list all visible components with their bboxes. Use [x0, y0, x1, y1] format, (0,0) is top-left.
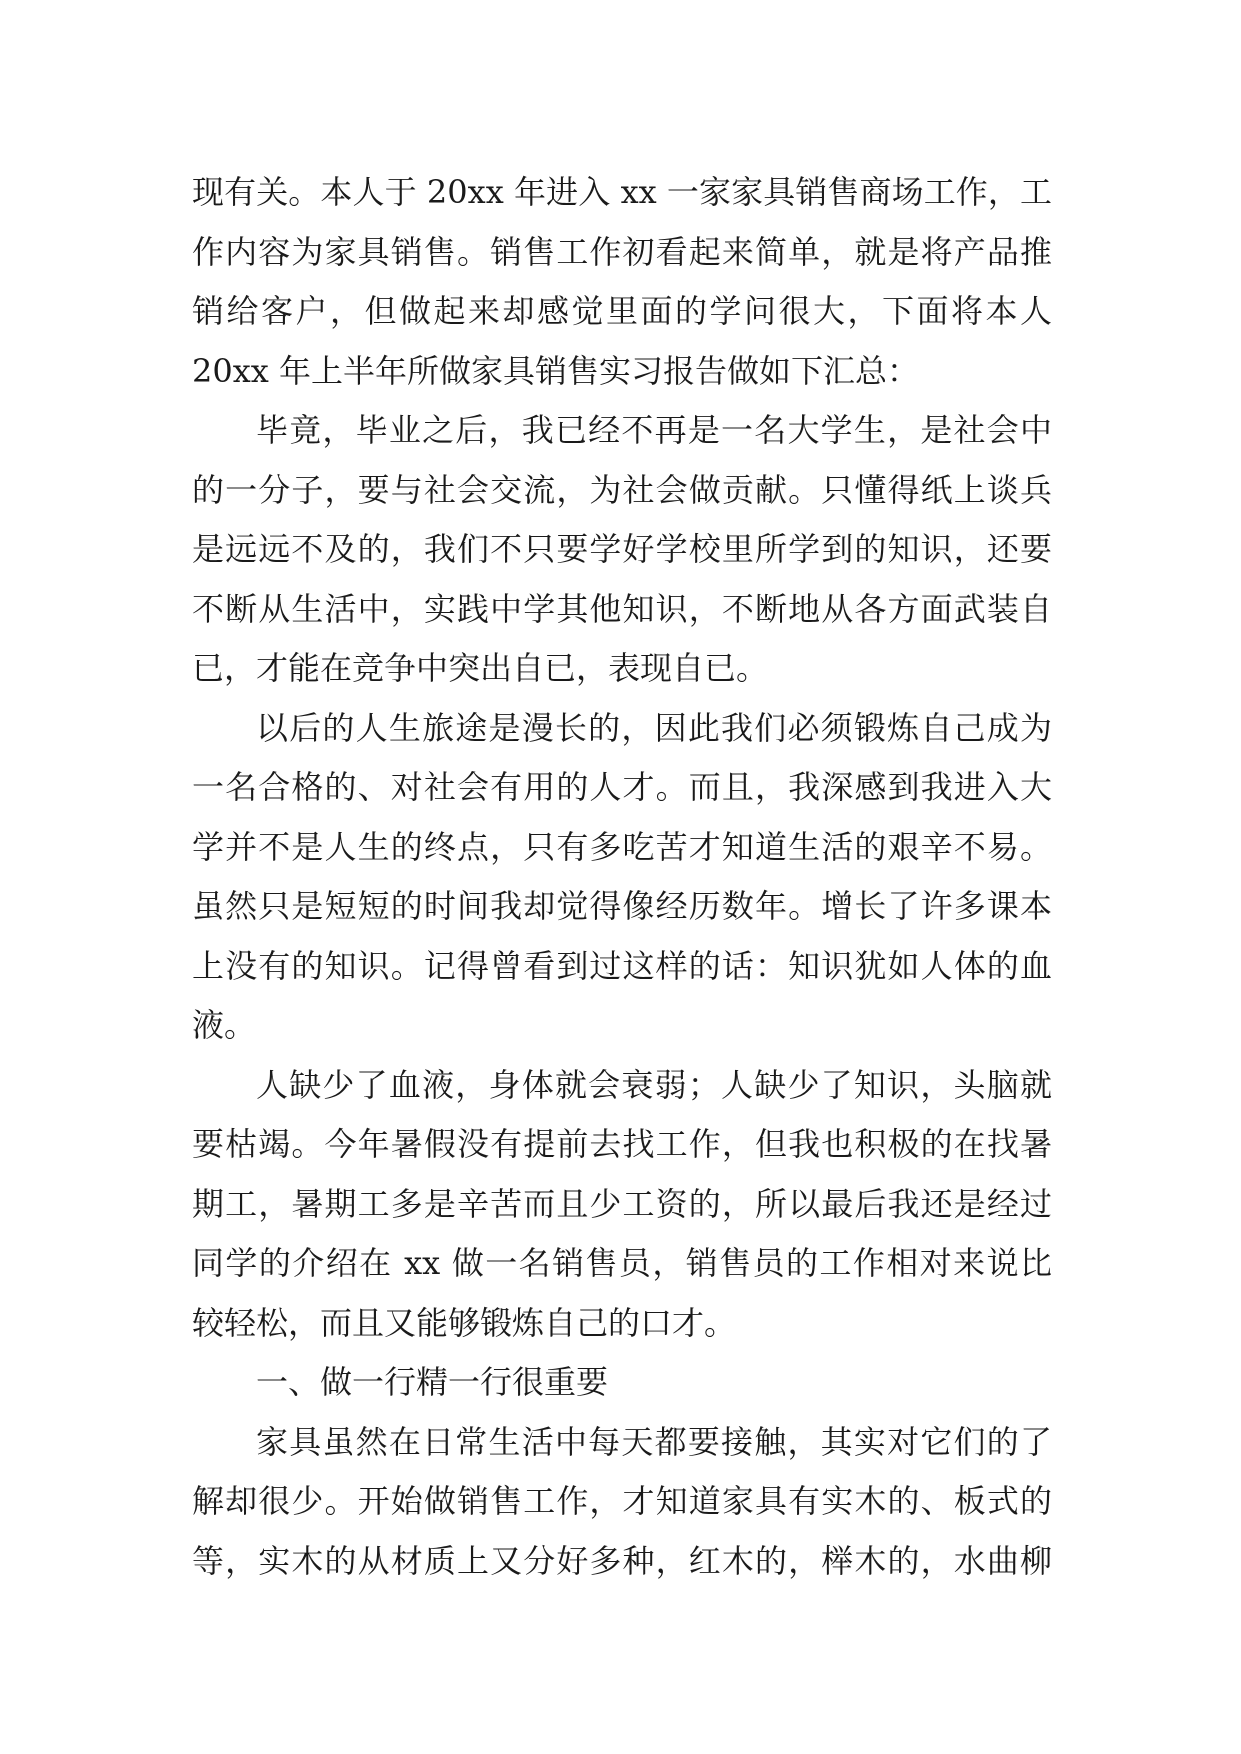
text-line: 较轻松，而且又能够锻炼自己的口才。: [192, 1303, 737, 1342]
paragraph-first-line: 人缺少了血液，身体就会衰弱；人缺少了知识，头脑就: [256, 1065, 1052, 1104]
text-line: 上没有的知识。记得曾看到过这样的话：知识犹如人体的血: [192, 946, 1052, 985]
text-line: 的一分子，要与社会交流，为社会做贡献。只懂得纸上谈兵: [192, 470, 1052, 509]
text-line: 是远远不及的，我们不只要学好学校里所学到的知识，还要: [192, 530, 1052, 568]
text-line: 20xx 年上半年所做家具销售实习报告做如下汇总：: [192, 351, 919, 390]
text-line: 等，实木的从材质上又分好多种，红木的，榉木的，水曲柳: [192, 1541, 1052, 1580]
text-line: 同学的介绍在 xx 做一名销售员，销售员的工作相对来说比: [192, 1244, 1052, 1282]
text-line: 期工，暑期工多是辛苦而且少工资的，所以最后我还是经过: [192, 1184, 1052, 1223]
text-line: 现有关。本人于 20xx 年进入 xx 一家家具销售商场工作，工: [192, 173, 1052, 211]
text-line: 已，才能在竞争中突出自已，表现自已。: [192, 649, 769, 687]
paragraph-first-line: 家具虽然在日常生活中每天都要接触，其实对它们的了: [256, 1422, 1052, 1461]
paragraph-first-line: 以后的人生旅途是漫长的，因此我们必须锻炼自己成为: [256, 708, 1052, 747]
body-text: [192, 163, 1052, 1591]
text-line: 一名合格的、对社会有用的人才。而且，我深感到我进入大: [192, 768, 1052, 806]
text-line: 虽然只是短短的时间我却觉得像经历数年。增长了许多课本: [192, 887, 1052, 925]
section-heading: 一、做一行精一行很重要: [256, 1363, 609, 1401]
text-line: 学并不是人生的终点，只有多吃苦才知道生活的艰辛不易。: [192, 827, 1052, 866]
text-line: 不断从生活中，实践中学其他知识，不断地从各方面武装自: [192, 589, 1052, 628]
text-line: 销给客户，但做起来却感觉里面的学问很大，下面将本人: [192, 292, 1052, 330]
text-line: 作内容为家具销售。销售工作初看起来简单，就是将产品推: [192, 232, 1052, 271]
text-line: 要枯竭。今年暑假没有提前去找工作，但我也积极的在找暑: [192, 1125, 1052, 1163]
text-line: 液。: [192, 1006, 257, 1044]
text-line: 解却很少。开始做销售工作，才知道家具有实木的、板式的: [192, 1482, 1052, 1520]
paragraph-first-line: 毕竟，毕业之后，我已经不再是一名大学生，是社会中: [256, 411, 1052, 449]
